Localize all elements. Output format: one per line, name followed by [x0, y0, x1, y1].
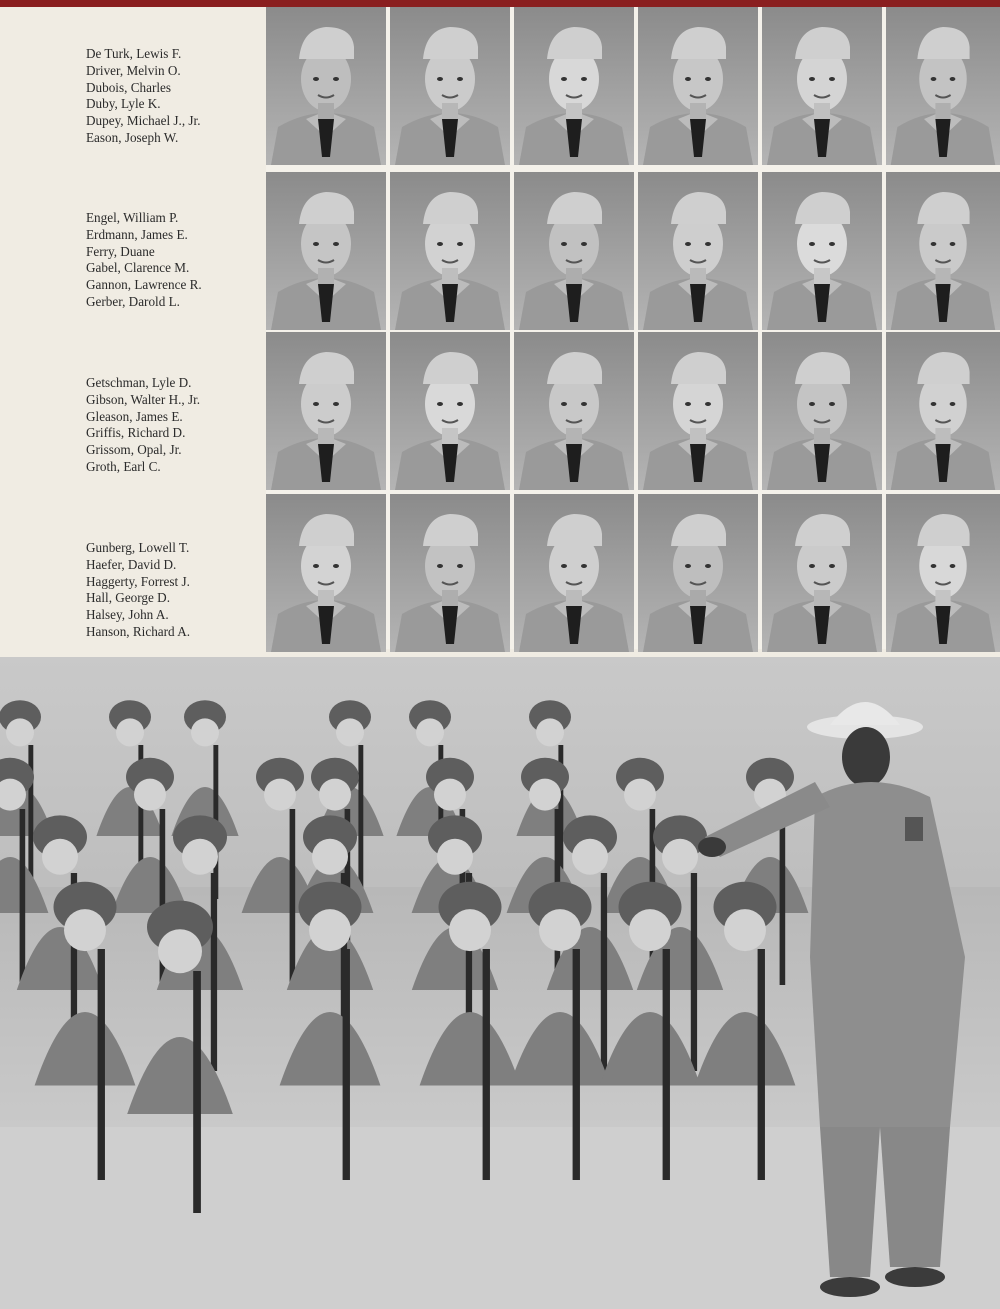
- name-entry: Halsey, John A.: [86, 607, 169, 623]
- name-entry: Gunberg, Lowell T.: [86, 540, 190, 555]
- name-entry: Driver, Melvin O.: [86, 62, 181, 78]
- soldier-portrait: [514, 7, 634, 165]
- name-entry: Engel, William P.: [86, 210, 179, 225]
- soldier-portrait: [638, 332, 758, 490]
- name-list-row-4: [86, 540, 266, 641]
- name-entry: Hall, George D.: [86, 590, 170, 606]
- name-entry: De Turk, Lewis F.: [86, 46, 182, 61]
- soldier-portrait: [514, 172, 634, 330]
- name-list-row-2: [86, 210, 266, 311]
- soldier-portrait: [266, 172, 386, 330]
- soldier-portrait: [638, 172, 758, 330]
- name-entry: Groth, Earl C.: [86, 458, 161, 474]
- name-entry: Eason, Joseph W.: [86, 129, 179, 145]
- soldier-portrait: [762, 7, 882, 165]
- name-entry: Haggerty, Forrest J.: [86, 573, 190, 589]
- name-list-row-1: [86, 46, 266, 147]
- name-entry: Erdmann, James E.: [86, 226, 188, 242]
- portrait-grid: [266, 7, 1000, 649]
- soldier-portrait: [390, 172, 510, 330]
- soldier-portrait: [390, 7, 510, 165]
- soldier-portrait: [886, 172, 1000, 330]
- name-entry: Haefer, David D.: [86, 556, 177, 572]
- soldier-portrait: [390, 332, 510, 490]
- name-entry: Gannon, Lawrence R.: [86, 277, 202, 293]
- name-entry: Dubois, Charles: [86, 79, 171, 95]
- name-entry: Hanson, Richard A.: [86, 623, 191, 639]
- soldier-portrait: [886, 494, 1000, 652]
- soldier-portrait: [886, 332, 1000, 490]
- soldier-portrait: [266, 332, 386, 490]
- name-entry: Gabel, Clarence M.: [86, 260, 190, 276]
- name-entry: Getschman, Lyle D.: [86, 375, 192, 390]
- soldier-portrait: [762, 494, 882, 652]
- name-entry: Grissom, Opal, Jr.: [86, 442, 182, 458]
- soldier-portrait: [514, 332, 634, 490]
- group-photo-drawing: [0, 657, 1000, 1309]
- soldier-portrait: [762, 332, 882, 490]
- name-list-row-3: [86, 375, 266, 476]
- name-entry: Gleason, James E.: [86, 408, 183, 424]
- name-entry: Ferry, Duane: [86, 243, 155, 259]
- page-top-edge: [0, 0, 1000, 7]
- name-entry: Griffis, Richard D.: [86, 425, 186, 441]
- name-entry: Gibson, Walter H., Jr.: [86, 391, 201, 407]
- name-entry: Duby, Lyle K.: [86, 96, 161, 112]
- soldier-portrait: [638, 7, 758, 165]
- soldier-portrait: [638, 494, 758, 652]
- soldier-portrait: [390, 494, 510, 652]
- soldier-portrait: [514, 494, 634, 652]
- name-entry: Gerber, Darold L.: [86, 293, 180, 309]
- group-photo: [0, 657, 1000, 1309]
- soldier-portrait: [266, 7, 386, 165]
- soldier-portrait: [886, 7, 1000, 165]
- name-entry: Dupey, Michael J., Jr.: [86, 113, 201, 129]
- soldier-portrait: [266, 494, 386, 652]
- soldier-portrait: [762, 172, 882, 330]
